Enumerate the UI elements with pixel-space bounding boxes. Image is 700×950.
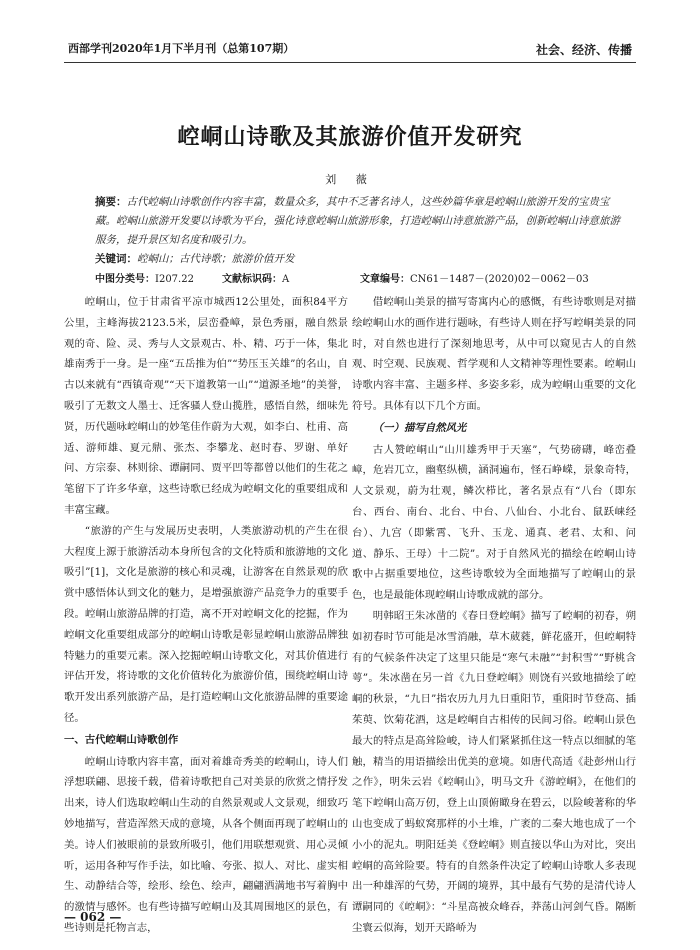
section-heading: 一、古代崆峒山诗歌创作 bbox=[64, 733, 179, 746]
document-code bbox=[222, 270, 289, 285]
subsection-heading: （一）描写自然风光 bbox=[372, 421, 467, 434]
paragraph: 明韩昭王朱冰凿的《春日登崆峒》描写了崆峒的初春，朔如初春时节可能是冰雪消融，草木葳蕤，鲜花盛开，但崆峒特有的气候条件决定了这里只能是“寒气未融”“封积雪”“野桃含萼”。朱冰凿在另一首《九日登崆峒》则饶有兴致地描绘了崆峒的秋景，“九日”指农历九月九日重阳节，重阳时节登高、插茱萸、饮菊花酒，这是崆峒自古相传的民间习俗。崆峒山景色最大的特点是高耸险峻，诗人们紧紧抓住这一特点以细腻的笔触，精当的用语描绘出优美的意境。如唐代高适《赴彭州山行之作》，明朱云岩《崆峒山》，明马文升《游崆峒》，在他们的笔下崆峒山高万仞，登上山顶俯瞰身在碧云，以险峻著称的华山也变成了蚂蚁窝那样的小土堆，广袤的二秦大地也成了一个小小的泥丸。明阳廷美《登崆峒》则直接以华山为对比，突出崆峒的高耸险要。特有的自然条件决定了崆峒山诗歌人多表现出一种雄浑的气势，开阔的境界，其中最有气势的是清代诗人谭嗣同的《崆峒》：“斗星高被众峰吞，莽荡山河剑气昏。隔断尘寰云似海，划开天路峤为 bbox=[352, 609, 636, 934]
paragraph: 古人赞崆峒山“山川雄秀甲于天塞”，气势磅礴，峰峦叠嶂，危岩兀立，幽壑纵横，涵洞遍布，怪石峥嵘，景象奇特，人文景观，蔚为壮观，鳞次栉比，著名景点有“八台（即东台、西台、南台、北台、中台、八仙台、小北台、鼠跃崃经台）、九宫（即紫霄、飞升、玉龙、通真、老君、太和、问道、静乐、王母）十二院”。对于自然风光的描绘在崆峒山诗歌中占据重要地位，这些诗歌较为全面地描写了崆峒山的景色，也是最能体现崆峒山诗歌成就的部分。 bbox=[352, 443, 636, 602]
clc-label: 中图分类号： bbox=[95, 274, 155, 285]
left-column bbox=[64, 292, 348, 939]
code-label: 文献标识码： bbox=[222, 274, 282, 285]
paragraph: 崆峒山诗歌内容丰富，面对着雄奇秀美的崆峒山，诗人们浮想联翩、思接千载，借着诗歌把自己对美景的欣赏之情抒发出来，诗人们选取崆峒山生动的自然景观或人文景观，细致巧妙地描写，营造浑然天成的意境，从各个侧面再现了崆峒山的美。诗人们被眼前的景致所吸引，他们用联想观赏、用心灵倾听，运用各种写作手法，如比喻、夸张、拟人、对比、虚实相生、动静结合等，绘形、绘色、绘声，翩翩洒满地书写着胸中的激情与感怀。也有些诗描写崆峒山及其周围地区的景色，有些诗则是托物言志， bbox=[64, 755, 348, 934]
journal-header: 西部学刊2020年1月下半月刊（总第107期） bbox=[68, 42, 295, 55]
abstract bbox=[95, 193, 625, 250]
article-value: CN61－1487－(2020)02－0062－03 bbox=[410, 274, 589, 285]
abstract-label: 摘要： bbox=[95, 196, 127, 208]
section-header: 社会、经济、传播 bbox=[535, 43, 632, 57]
paragraph: “旅游的产生与发展历史表明，人类旅游动机的产生在很大程度上源于旅游活动本身所包含的文化特质和旅游地的文化吸引”[1]，文化是旅游的核心和灵魂，让游客在自然景观的欣赏中感悟体认到文化的魅力，是增强旅游产品竞争力的重要手段。崆峒山旅游品牌的打造，离不开对崆峒文化的挖掘，作为崆峒文化重要组成部分的崆峒山诗歌是彰显崆峒山旅游品牌独特魅力的重要元素。深入挖掘崆峒山诗歌文化，对其价值进行评估开发，将诗歌的文化价值转化为旅游价值，围绕崆峒山诗歌开发出系列旅游产品，是打造崆峒山文化旅游品牌的重要途径。 bbox=[64, 524, 348, 724]
article-number bbox=[360, 270, 589, 285]
article-author: 刘 薇 bbox=[325, 173, 375, 186]
right-column bbox=[352, 292, 636, 939]
code-value: A bbox=[282, 274, 290, 285]
header-divider bbox=[64, 62, 636, 63]
abstract-text: 古代崆峒山诗歌创作内容丰富，数量众多，其中不乏著名诗人，这些妙篇华章是崆峒山旅游开发的宝贵宝藏。崆峒山旅游开发要以诗歌为平台，强化诗意崆峒山旅游形象，打造崆峒山诗意旅游产品，创新崆峒山诗意旅游服务，提升景区知名度和吸引力。 bbox=[95, 196, 620, 246]
article-title: 崆峒山诗歌及其旅游价值开发研究 bbox=[177, 125, 523, 150]
paragraph: 崆峒山，位于甘肃省平凉市城西12公里处，面积84平方公里，主峰海拔2123.5米，层峦叠嶂，景色秀丽，融自然景观的奇、险、灵、秀与人文景观古、朴、精、巧于一体，集北雄南秀于一身。是一座“五岳推为伯”“势压玉关雄”的名山，自古以来就有“西镇奇观”“天下道教第一山”“道源圣地”的美誉，吸引了无数文人墨士、迁客骚人登山揽胜，感悟自然，细味先贤，历代题咏崆峒山的妙笔佳作蔚为大观，如李白、杜甫、高适、游师雄、夏元鼎、张杰、李攀龙、赵时春、罗谢、单好问、方宗泰、林则徐、谭嗣同、贾平凹等都曾以他们的生花之笔留下了许多华章，这些诗歌已经成为崆峒文化的重要组成和丰富宝藏。 bbox=[64, 296, 348, 516]
keywords-label: 关键词： bbox=[95, 253, 137, 265]
keywords bbox=[95, 250, 625, 269]
clc-number bbox=[95, 270, 194, 285]
page-number: — 062 — bbox=[64, 910, 122, 924]
article-label: 文章编号： bbox=[360, 274, 410, 285]
clc-value: I207.22 bbox=[155, 274, 194, 285]
paragraph: 借崆峒山美景的描写寄寓内心的感慨，有些诗歌则是对描绘崆峒山水的画作进行题咏，有些诗人则在抒写崆峒美景的同时，对自然也进行了深刻地思考，从中可以窥见古人的自然观、时空观、民族观、哲学观和人文精神等理性要素。崆峒山诗歌内容丰富、主题多样、多姿多彩，成为崆峒山重要的文化符号。具体有以下几个方面。 bbox=[352, 296, 636, 412]
keywords-text: 崆峒山；古代诗歌；旅游价值开发 bbox=[137, 253, 295, 265]
